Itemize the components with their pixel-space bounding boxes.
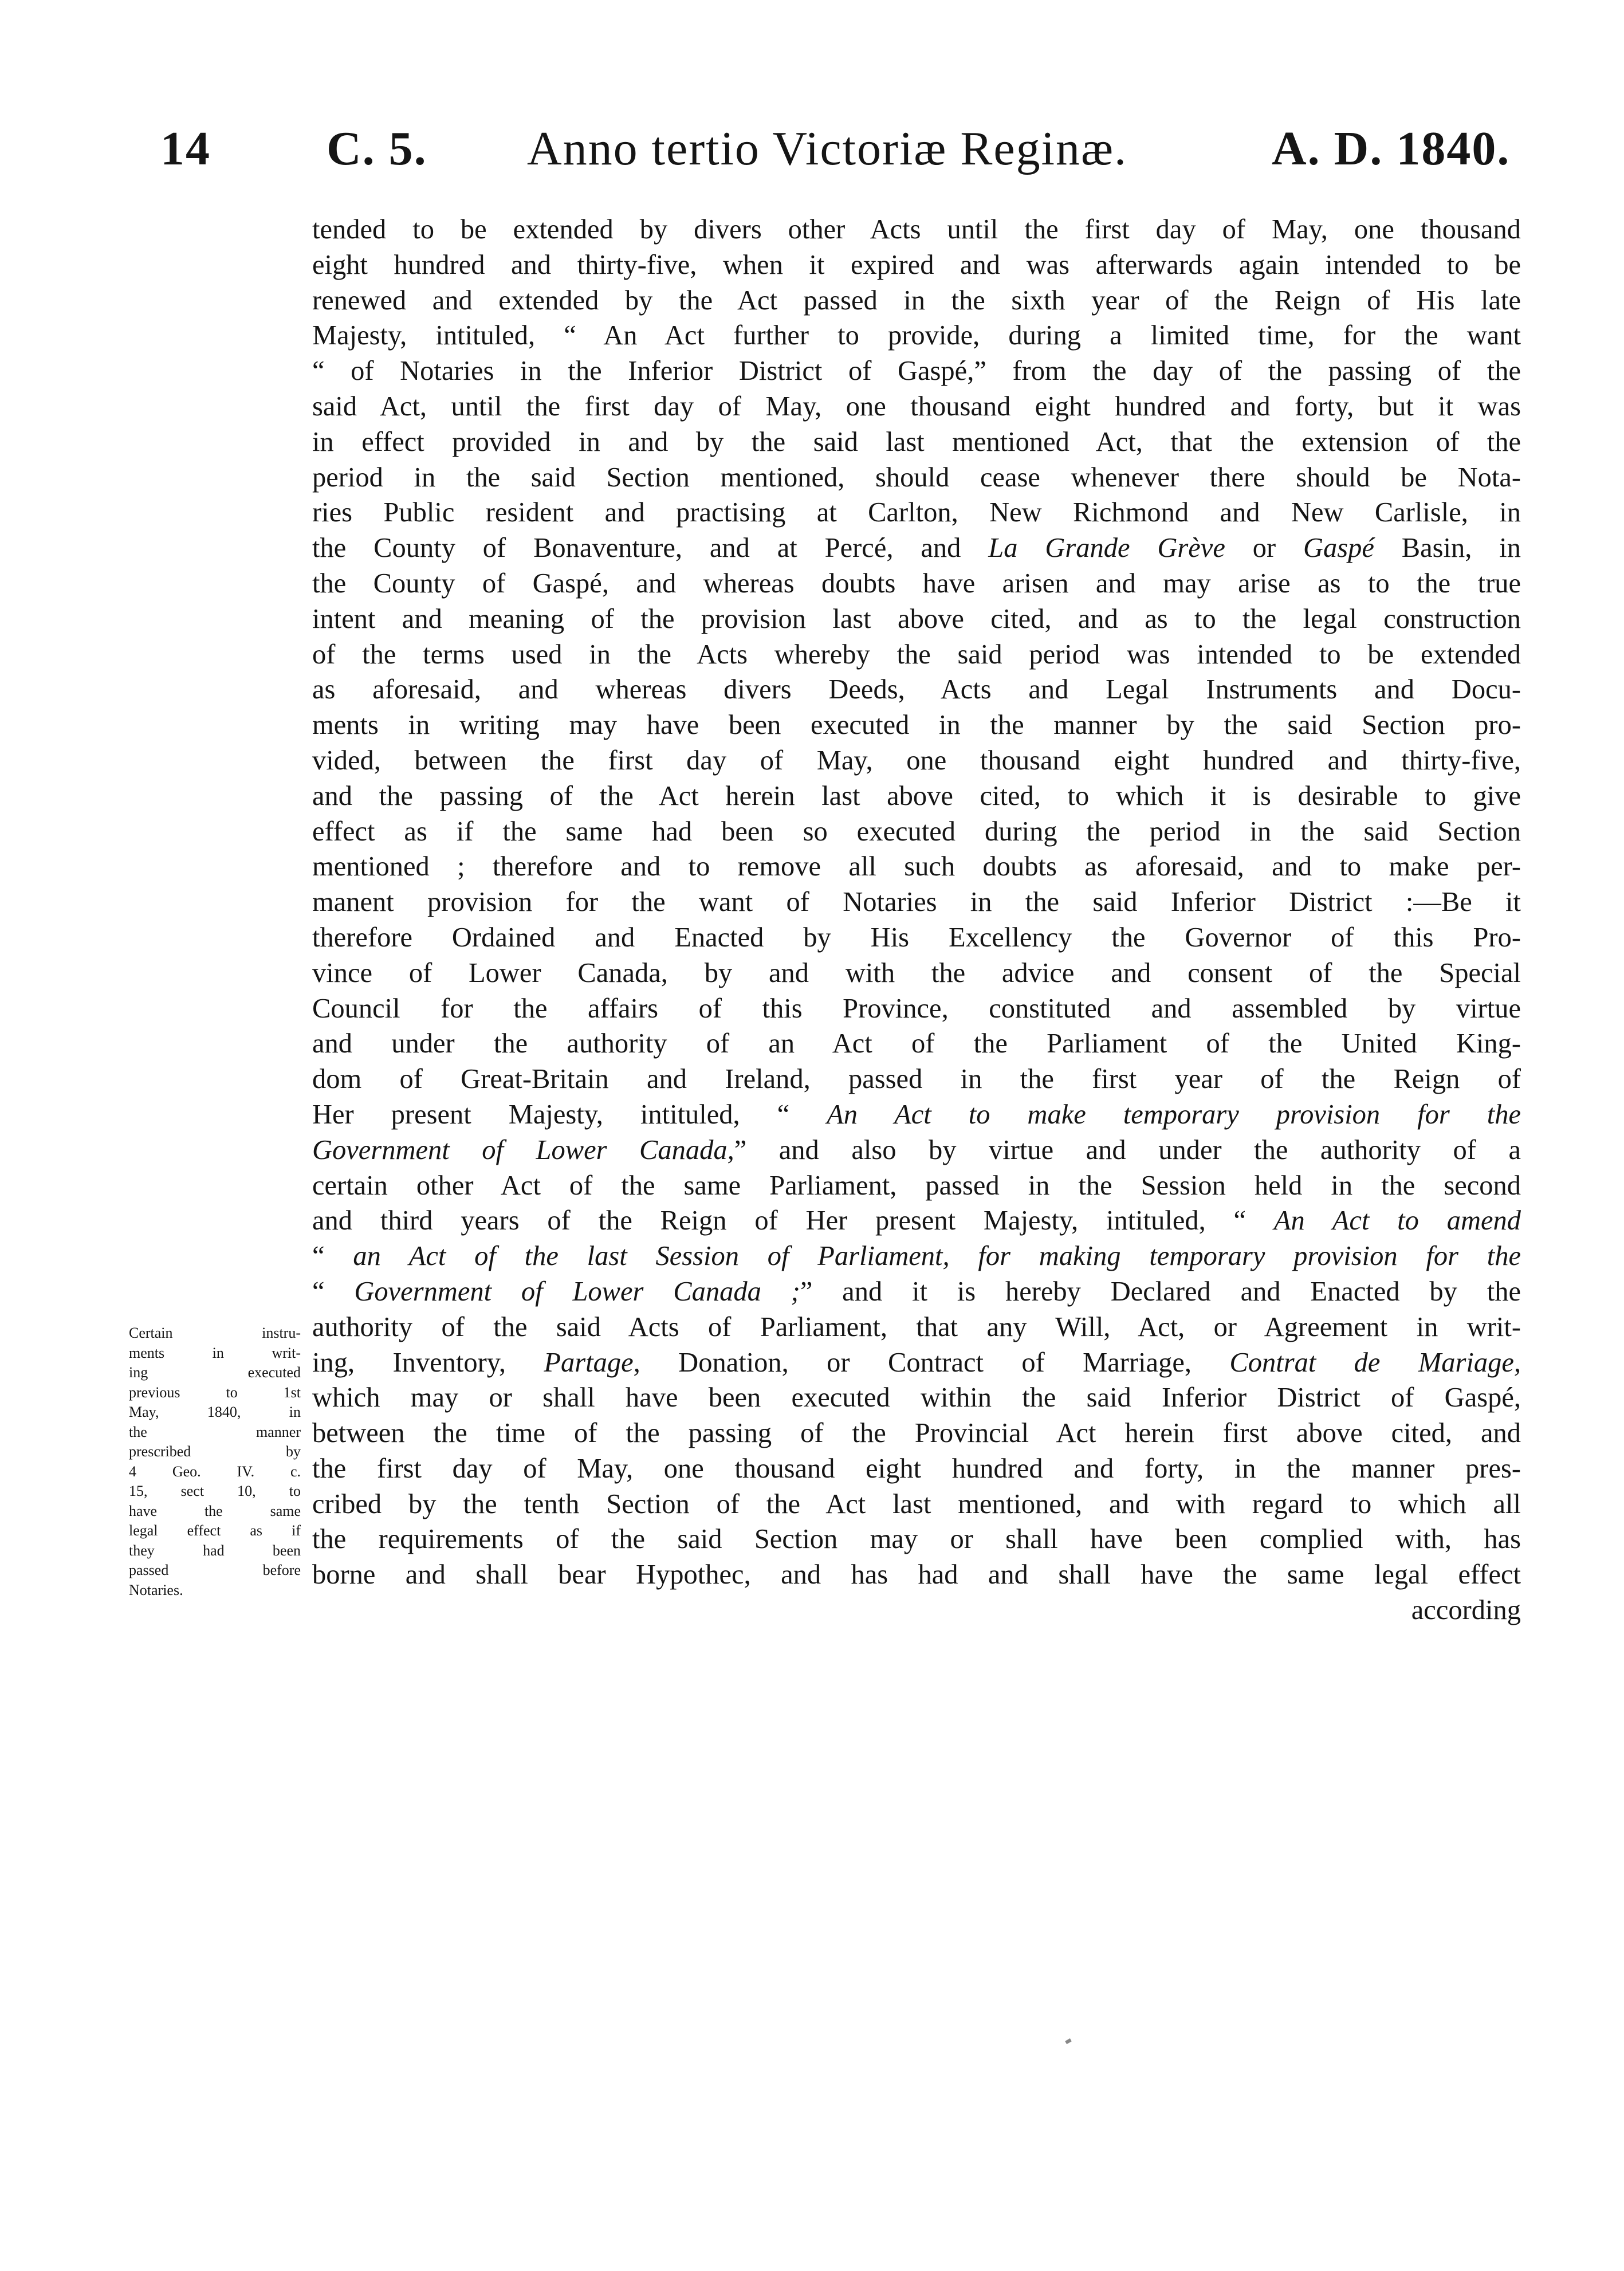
text-line: the County of Bonaventure, and at Percé, and La Grande Grève or Gaspé Basin, in [312,533,1521,564]
margin-note-line: previous to 1st [129,1384,301,1401]
running-title: Anno tertio Victoriæ Reginæ. [527,122,1128,175]
text-line: according [1411,1595,1521,1626]
margin-note-line: passed before [129,1562,301,1578]
text-line: and the passing of the Act herein last above cited, to which it is desirable to give [312,780,1521,811]
margin-note-line: ments in writ- [129,1344,301,1361]
text-line: vince of Lower Canada, by and with the advice and consent of the Special [312,957,1521,988]
text-line: tended to be extended by divers other Acts until the first day of May, one thousand [312,214,1521,245]
text-line: therefore Ordained and Enacted by His Excellency the Governor of this Pro- [312,922,1521,953]
text-line: period in the said Section mentioned, should cease whenever there should be Nota- [312,462,1521,493]
chapter-number: C. 5. [327,122,427,175]
text-line: ries Public resident and practising at Carlton, New Richmond and New Carlisle, in [312,497,1521,528]
text-line: vided, between the first day of May, one thousand eight hundred and thirty-five, [312,745,1521,776]
text-line: the County of Gaspé, and whereas doubts have arisen and may arise as to the true [312,568,1521,599]
margin-note [129,1323,301,1600]
text-line: dom of Great-Britain and Ireland, passed in the first year of the Reign of [312,1064,1521,1095]
year: A. D. 1840. [1272,122,1511,175]
running-header [155,115,1529,183]
text-line: effect as if the same had been so executed during the period in the said Section [312,816,1521,847]
text-line: Government of Lower Canada,” and also by virtue and under the authority of a [312,1134,1521,1165]
page-speck [1065,2038,1072,2044]
margin-note-line: ing executed [129,1364,301,1381]
text-line: the first day of May, one thousand eight hundred and forty, in the manner pres- [312,1453,1521,1484]
text-line: authority of the said Acts of Parliament, that any Will, Act, or Agreement in writ- [312,1311,1521,1342]
text-line: of the terms used in the Acts whereby the said period was intended to be extended [312,639,1521,670]
margin-note-line: the manner [129,1423,301,1440]
text-line: said Act, until the first day of May, one thousand eight hundred and forty, but it was [312,391,1521,422]
text-line: as aforesaid, and whereas divers Deeds, Acts and Legal Instruments and Docu- [312,674,1521,705]
text-line: eight hundred and thirty-five, when it expired and was afterwards again intended to be [312,249,1521,280]
text-line: “ an Act of the last Session of Parliament, for making temporary provision for the [312,1241,1521,1272]
text-line: intent and meaning of the provision last above cited, and as to the legal construction [312,603,1521,634]
text-line: between the time of the passing of the Provincial Act herein first above cited, and [312,1418,1521,1449]
text-line: ments in writing may have been executed in the manner by the said Section pro- [312,710,1521,741]
margin-note-line: May, 1840, in [129,1404,301,1420]
text-line: in effect provided in and by the said last mentioned Act, that the extension of the [312,426,1521,457]
text-line: Council for the affairs of this Province, constituted and assembled by virtue [312,993,1521,1024]
text-line: “ Government of Lower Canada ;” and it is hereby Declared and Enacted by the [312,1276,1521,1307]
text-line: borne and shall bear Hypothec, and has had and shall have the same legal effect [312,1559,1521,1590]
text-line: Her present Majesty, intituled, “ An Act to make temporary provision for the [312,1099,1521,1130]
margin-note-line: 4 Geo. IV. c. [129,1463,301,1480]
body-text [312,212,1521,1628]
margin-note-line: Certain instru- [129,1325,301,1341]
page-number: 14 [160,122,211,175]
text-line: cribed by the tenth Section of the Act last mentioned, and with regard to which all [312,1488,1521,1519]
text-line: “ of Notaries in the Inferior District of Gaspé,” from the day of the passing of the [312,356,1521,387]
text-line: and third years of the Reign of Her present Majesty, intituled, “ An Act to amend [312,1205,1521,1236]
text-line: certain other Act of the same Parliament, passed in the Session held in the second [312,1170,1521,1201]
margin-note-line: they had been [129,1542,301,1559]
margin-note-line: 15, sect 10, to [129,1483,301,1499]
text-line: renewed and extended by the Act passed in the sixth year of the Reign of His late [312,285,1521,316]
text-line: mentioned ; therefore and to remove all such doubts as aforesaid, and to make per- [312,851,1521,882]
margin-note-line: prescribed by [129,1443,301,1460]
margin-note-line: have the same [129,1502,301,1519]
margin-note-line: legal effect as if [129,1522,301,1539]
text-line: manent provision for the want of Notaries in the said Inferior District :—Be it [312,887,1521,918]
text-line: ing, Inventory, Partage, Donation, or Contract of Marriage, Contrat de Mariage, [312,1347,1521,1378]
text-line: which may or shall have been executed within the said Inferior District of Gaspé, [312,1382,1521,1413]
text-line: Majesty, intituled, “ An Act further to provide, during a limited time, for the want [312,320,1521,351]
margin-note-line: Notaries. [129,1581,183,1598]
text-line: and under the authority of an Act of the Parliament of the United King- [312,1028,1521,1059]
text-line: the requirements of the said Section may or shall have been complied with, has [312,1524,1521,1555]
